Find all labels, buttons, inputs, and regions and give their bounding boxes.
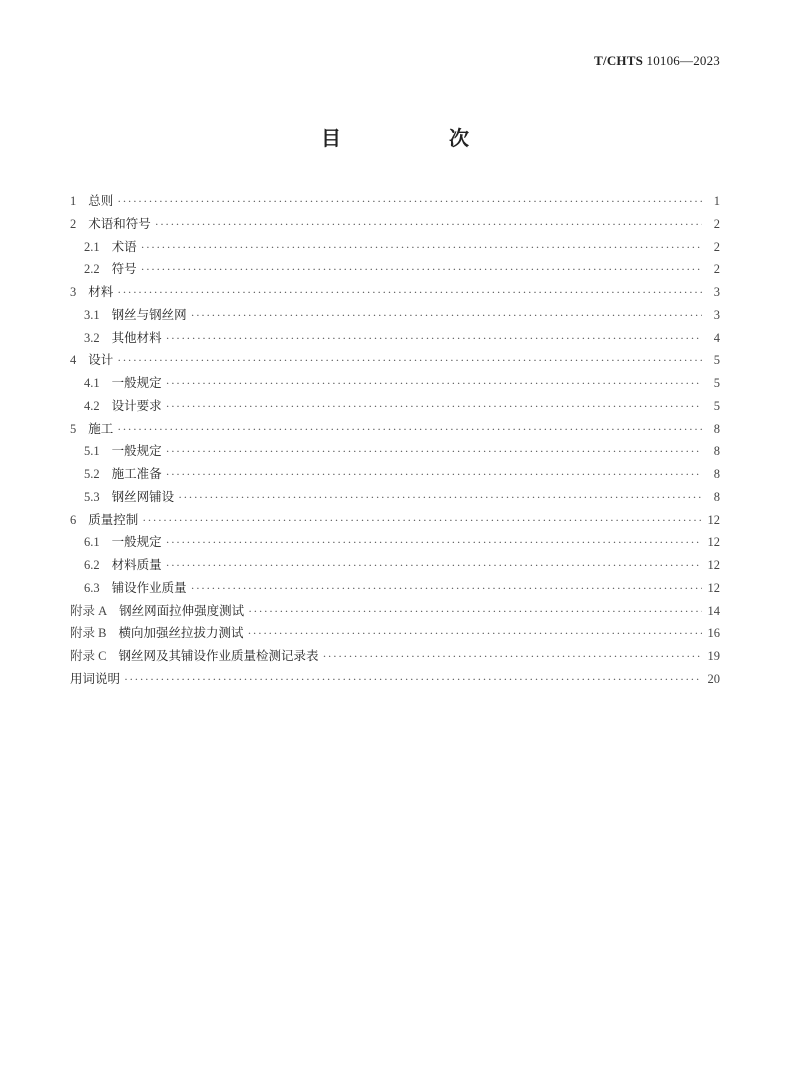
toc-entry-label: 其他材料 xyxy=(111,329,162,345)
toc-entry-number: 5.2 xyxy=(84,467,100,481)
toc-dot-leader xyxy=(191,304,702,327)
toc-entry[interactable] xyxy=(70,668,720,691)
toc-dot-leader xyxy=(166,440,702,463)
toc-entry[interactable] xyxy=(70,281,720,304)
toc-entry-page: 12 xyxy=(707,512,720,527)
toc-entry-label: 材料 xyxy=(88,284,114,299)
toc-entry-page: 16 xyxy=(707,626,720,641)
toc-entry-number: 附录 B xyxy=(70,626,107,641)
toc-entry-label: 设计 xyxy=(88,352,114,368)
toc-entry[interactable] xyxy=(70,463,720,486)
toc-dot-leader xyxy=(247,622,702,645)
toc-entry-label: 术语 xyxy=(111,238,137,254)
toc-entry[interactable] xyxy=(70,509,720,532)
toc-entry-number: 3.1 xyxy=(84,307,100,322)
toc-entry-label: 总则 xyxy=(88,193,114,208)
toc-dot-leader xyxy=(117,418,702,441)
toc-entry-page: 2 xyxy=(713,262,720,277)
toc-entry[interactable] xyxy=(70,372,720,395)
toc-dot-leader xyxy=(117,281,702,304)
toc-entry-number: 附录 C xyxy=(70,649,107,663)
toc-entry-number: 4 xyxy=(70,353,77,368)
toc-entry-label: 施工 xyxy=(88,420,114,436)
toc-entry-page: 2 xyxy=(713,239,720,254)
toc-dot-leader xyxy=(166,395,702,418)
toc-entry-label: 横向加强丝拉拔力测试 xyxy=(118,625,244,641)
toc-dot-leader xyxy=(124,668,702,691)
toc-entry-number: 1 xyxy=(70,194,77,208)
toc-entry-number: 2.2 xyxy=(84,262,100,277)
toc-entry-page: 20 xyxy=(707,671,720,686)
toc-entry-label: 一般规定 xyxy=(111,375,162,390)
standard-number xyxy=(594,53,720,69)
toc-dot-leader xyxy=(166,463,702,486)
toc-entry-page: 8 xyxy=(713,489,720,504)
toc-entry-number: 4.2 xyxy=(84,398,100,413)
toc-entry-label: 材料质量 xyxy=(111,557,162,572)
toc-entry[interactable] xyxy=(70,304,720,327)
toc-dot-leader xyxy=(166,327,702,350)
toc-dot-leader xyxy=(117,190,702,213)
toc-entry-number: 5.1 xyxy=(84,444,100,459)
toc-entry-label: 一般规定 xyxy=(111,534,162,550)
toc-entry-number: 6.1 xyxy=(84,535,100,550)
toc-entry-number: 附录 A xyxy=(70,603,108,618)
page-title: 目 次 xyxy=(321,126,513,150)
toc-entry-page: 3 xyxy=(713,307,720,322)
toc-entry[interactable] xyxy=(70,327,720,350)
toc-entry-label: 钢丝网及其铺设作业质量检测记录表 xyxy=(118,648,319,663)
toc-entry[interactable] xyxy=(70,440,720,463)
toc-entry[interactable] xyxy=(70,577,720,600)
toc-entry-label: 钢丝网面拉伸强度测试 xyxy=(119,602,245,618)
toc-entry-page: 5 xyxy=(713,353,720,368)
toc-entry-page: 19 xyxy=(707,649,720,663)
toc-entry-number: 2 xyxy=(70,216,77,231)
toc-entry[interactable] xyxy=(70,554,720,577)
toc-dot-leader xyxy=(117,349,702,372)
toc-entry-label: 铺设作业质量 xyxy=(111,579,187,595)
toc-dot-leader xyxy=(141,258,702,281)
toc-entry-page: 12 xyxy=(707,558,720,572)
toc-entry[interactable] xyxy=(70,258,720,281)
toc-entry-label: 钢丝网铺设 xyxy=(111,488,175,504)
toc-entry-number: 2.1 xyxy=(84,239,100,254)
toc-entry-page: 1 xyxy=(713,194,720,208)
standard-year: 10106—2023 xyxy=(646,53,720,68)
toc-dot-leader xyxy=(142,509,702,532)
toc-dot-leader xyxy=(322,645,702,668)
toc-dot-leader xyxy=(191,577,702,600)
toc-entry[interactable] xyxy=(70,622,720,645)
toc-entry[interactable] xyxy=(70,418,720,441)
toc-entry[interactable] xyxy=(70,190,720,213)
toc-entry-label: 钢丝与钢丝网 xyxy=(111,306,187,322)
toc-entry-page: 2 xyxy=(713,216,720,231)
toc-entry-page: 12 xyxy=(707,580,720,595)
toc-entry-number: 3 xyxy=(70,285,77,299)
toc-entry-label: 符号 xyxy=(111,261,137,277)
toc-dot-leader xyxy=(166,554,702,577)
toc-entry-number: 3.2 xyxy=(84,330,100,345)
toc-entry[interactable] xyxy=(70,395,720,418)
toc-entry-page: 8 xyxy=(713,467,720,481)
toc-entry-page: 5 xyxy=(713,398,720,413)
toc-entry-number: 6.3 xyxy=(84,580,100,595)
standard-code: T/CHTS xyxy=(594,53,644,68)
toc-entry-label: 质量控制 xyxy=(88,511,139,527)
toc-entry-page: 8 xyxy=(713,421,720,436)
toc-entry-number: 6.2 xyxy=(84,558,100,572)
toc-entry-label: 术语和符号 xyxy=(88,215,151,231)
toc-entry-number: 6 xyxy=(70,512,77,527)
toc-entry[interactable] xyxy=(70,236,720,259)
toc-entry-page: 12 xyxy=(707,535,720,550)
toc-entry[interactable] xyxy=(70,486,720,509)
toc-entry-label: 施工准备 xyxy=(111,466,162,481)
toc-entry-number: 5.3 xyxy=(84,489,100,504)
toc-entry-label: 设计要求 xyxy=(111,397,162,413)
toc-entry-page: 14 xyxy=(707,603,720,618)
toc-dot-leader xyxy=(178,486,702,509)
toc-entry-page: 5 xyxy=(713,376,720,390)
toc-dot-leader xyxy=(166,531,702,554)
toc-entry-number: 5 xyxy=(70,421,77,436)
toc-entry[interactable] xyxy=(70,531,720,554)
toc-entry-label: 用词说明 xyxy=(70,670,121,686)
toc-dot-leader xyxy=(166,372,702,395)
toc-dot-leader xyxy=(248,600,702,623)
table-of-contents xyxy=(70,190,720,691)
toc-entry[interactable] xyxy=(70,600,720,623)
toc-entry[interactable] xyxy=(70,349,720,372)
toc-entry-page: 4 xyxy=(713,330,720,345)
toc-entry[interactable] xyxy=(70,213,720,236)
toc-entry-page: 3 xyxy=(713,285,720,299)
toc-entry-page: 8 xyxy=(713,444,720,459)
toc-dot-leader xyxy=(141,236,702,259)
toc-entry-number: 4.1 xyxy=(84,376,100,390)
toc-entry-label: 一般规定 xyxy=(111,443,162,459)
toc-entry[interactable] xyxy=(70,645,720,668)
toc-dot-leader xyxy=(155,213,702,236)
